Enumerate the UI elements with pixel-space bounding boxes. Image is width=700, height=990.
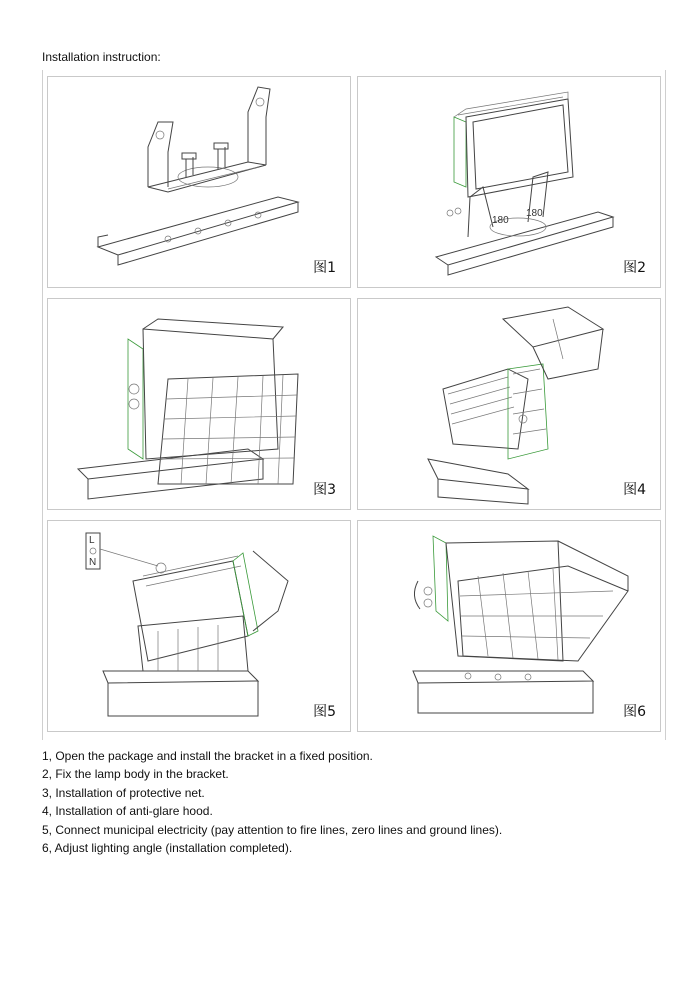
figure-grid <box>42 70 666 740</box>
step-3: 3, Installation of protective net. <box>42 785 205 800</box>
figure-label: 图5 <box>313 704 336 720</box>
wiring-drawing <box>48 521 352 733</box>
protective-net-drawing <box>48 299 352 511</box>
figure-6-adjust-angle <box>357 520 661 732</box>
angle-right-label: 180 <box>526 208 543 219</box>
figure-label: 图2 <box>623 260 646 276</box>
bracket-drawing <box>48 77 352 289</box>
step-1: 1, Open the package and install the bracket in a fixed position. <box>42 749 373 763</box>
instruction-steps <box>42 747 502 857</box>
anti-glare-hood-drawing <box>358 299 662 511</box>
wire-n-label: N <box>89 557 97 568</box>
step-4: 4, Installation of anti-glare hood. <box>42 804 213 819</box>
step-5: 5, Connect municipal electricity (pay attention to fire lines, zero lines and ground lines). <box>42 822 503 837</box>
figure-5-wiring <box>47 520 351 732</box>
figure-1-bracket <box>47 76 351 288</box>
adjust-angle-drawing <box>358 521 662 733</box>
wire-l-label: L <box>89 535 95 546</box>
step-2: 2, Fix the lamp body in the bracket. <box>42 767 229 782</box>
figure-label: 图4 <box>623 482 646 498</box>
figure-2-lamp-body <box>357 76 661 288</box>
figure-label: 图6 <box>623 704 646 720</box>
step-6: 6, Adjust lighting angle (installation completed). <box>42 841 293 856</box>
angle-left-label: 180 <box>492 215 509 226</box>
page-heading: Installation instruction: <box>42 50 161 64</box>
figure-3-protective-net <box>47 298 351 510</box>
lamp-body-drawing <box>358 77 662 289</box>
figure-4-anti-glare-hood <box>357 298 661 510</box>
figure-label: 图3 <box>313 482 336 498</box>
figure-label: 图1 <box>313 260 336 276</box>
